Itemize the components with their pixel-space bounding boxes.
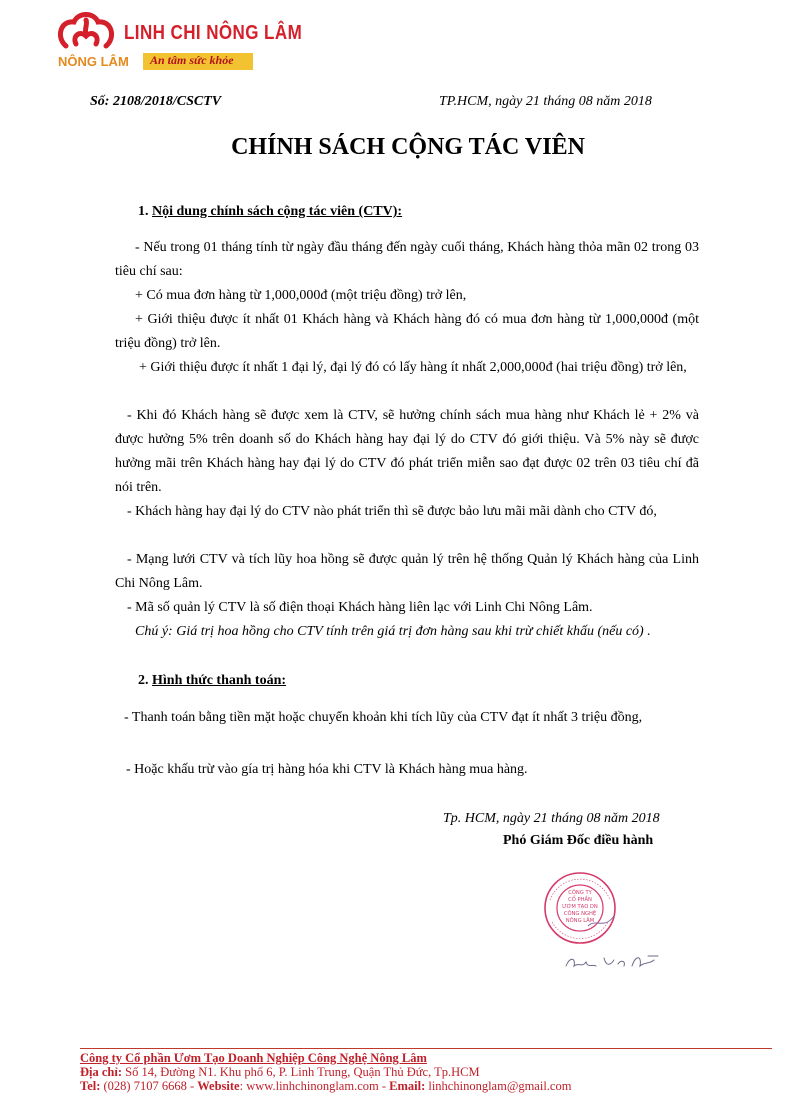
note: Chú ý: Giá trị hoa hồng cho CTV tính trên giá trị đơn hàng sau khi trừ chiết khấu (nếu có) .: [135, 624, 651, 639]
footer-address-label: Địa chỉ:: [80, 1065, 123, 1079]
footer-web-value[interactable]: : www.linhchinonglam.com -: [239, 1079, 390, 1093]
handwritten-signature: [560, 948, 670, 976]
document-title: CHÍNH SÁCH CỘNG TÁC VIÊN: [231, 134, 585, 160]
svg-text:CÔNG NGHỆ: CÔNG NGHỆ: [563, 911, 597, 917]
footer-company-name: Công ty Cổ phần Ươm Tạo Doanh Nghiệp Công Nghệ Nông Lâm: [80, 1051, 427, 1065]
paragraph: - Mạng lưới CTV và tích lũy hoa hồng sẽ được quản lý trên hệ thống Quản lý Khách hàng của Linh Chi Nông Lâm.: [115, 552, 699, 591]
svg-text:CÔNG TY: CÔNG TY: [568, 890, 592, 896]
signer-role: Phó Giám Đốc điều hành: [503, 833, 654, 848]
paragraph: [124, 706, 700, 730]
paragraph: - Khách hàng hay đại lý do CTV nào phát triển thì sẽ được bảo lưu mãi mãi dành cho CTV đó,: [127, 504, 657, 519]
paragraph: + Giới thiệu được ít nhất 01 Khách hàng và Khách hàng đó có mua đơn hàng từ 1,000,000đ (một triệu đồng) trở lên.: [115, 312, 699, 351]
footer-email-label: Email:: [389, 1079, 426, 1093]
brand-sub: NÔNG LÂM: [58, 54, 129, 69]
section-2-title: Hình thức thanh toán:: [152, 673, 287, 688]
paragraph: - Mã số quản lý CTV là số điện thoại Khách hàng liên lạc với Linh Chi Nông Lâm.: [127, 600, 593, 615]
footer-tel-label: Tel:: [80, 1079, 101, 1093]
footer-company: [80, 1051, 427, 1065]
lingzhi-emblem-icon: [60, 15, 111, 47]
section-1-number: 1.: [138, 204, 149, 219]
paragraph: - Hoặc khấu trừ vào gía trị hàng hóa khi CTV là Khách hàng mua hàng.: [126, 762, 528, 777]
brand-name: LINH CHI NÔNG LÂM: [124, 22, 303, 44]
svg-text:ƯƠM TẠO DN: ƯƠM TẠO DN: [562, 904, 598, 910]
paragraph: - Khi đó Khách hàng sẽ được xem là CTV, sẽ hưởng chính sách mua hàng như Khách lẻ + 2% và được hưởng 5% trên doanh số do Khách hàng hay đại lý do CTV đó giới thiệu. Và 5% này sẽ được hưởng mãi trên Khách hàng hay đại lý do CTV đó phát triển miễn sao đạt được 02 trên 03 tiêu chí đã nói trên.: [115, 408, 699, 495]
section-2-heading: [138, 673, 286, 689]
paragraph: - Nếu trong 01 tháng tính từ ngày đầu tháng đến ngày cuối tháng, Khách hàng thỏa mãn 02 trong 03 tiêu chí sau:: [115, 240, 699, 279]
document-number: Số: 2108/2018/CSCTV: [90, 94, 222, 109]
footer-email-value[interactable]: linhchinonglam@gmail.com: [425, 1079, 572, 1093]
document-date: TP.HCM, ngày 21 tháng 08 năm 2018: [439, 94, 652, 109]
svg-text:NÔNG LÂM: NÔNG LÂM: [565, 918, 595, 924]
paragraph: + Có mua đơn hàng từ 1,000,000đ (một triệu đồng) trở lên,: [135, 288, 467, 303]
section-1-heading: [138, 204, 402, 220]
footer-contact: [80, 1079, 571, 1093]
footer-address: [80, 1065, 480, 1079]
paragraph: + Giới thiệu được ít nhất 1 đại lý, đại lý đó có lấy hàng ít nhất 2,000,000đ (hai triệu đồng) trở lên,: [139, 360, 687, 375]
paragraph-text: - Thanh toán bằng tiền mặt hoặc chuyển khoản khi tích lũy của CTV đạt ít nhất 3 triệu đồng,: [124, 710, 643, 725]
svg-text:CỔ PHẦN: CỔ PHẦN: [568, 897, 592, 903]
section-2-number: 2.: [138, 673, 149, 688]
slogan: An tâm sức khỏe: [150, 53, 234, 67]
footer-tel-value: (028) 7107 6668 -: [100, 1079, 198, 1093]
footer-web-label: Website: [197, 1079, 240, 1093]
signature-date: Tp. HCM, ngày 21 tháng 08 năm 2018: [443, 811, 660, 826]
footer-divider: [80, 1048, 772, 1049]
footer-address-value: Số 14, Đường N1. Khu phố 6, P. Linh Trung, Quận Thủ Đức, Tp.HCM: [122, 1065, 480, 1079]
company-stamp: [538, 870, 628, 950]
section-1-title: Nội dung chính sách cộng tác viên (CTV):: [152, 204, 403, 219]
